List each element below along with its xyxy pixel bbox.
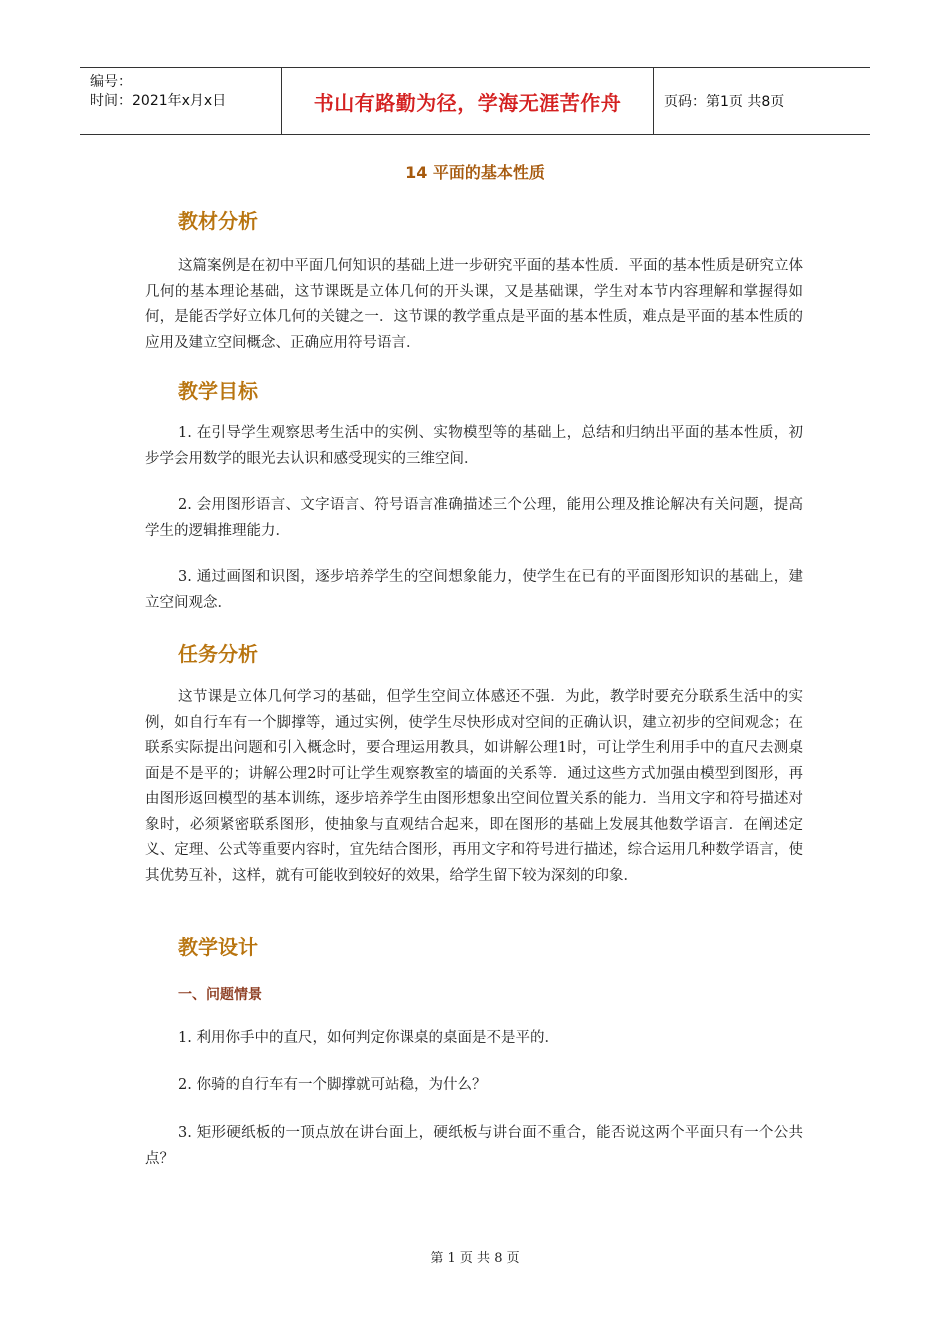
section-heading-goals: 教学目标 <box>178 379 258 403</box>
header-page-cell <box>654 68 870 134</box>
goal-item-2: 2. 会用图形语言、文字语言、符号语言准确描述三个公理，能用公理及推论解决有关问题，提高学生的逻辑推理能力． <box>145 497 803 539</box>
question-item-2: 2. 你骑的自行车有一个脚撑就可站稳，为什么？ <box>178 1077 487 1093</box>
time-label: 时间：2021年x月x日 <box>90 93 227 109</box>
question-item-1: 1. 利用你手中的直尺，如何判定你课桌的桌面是不是平的． <box>178 1030 559 1046</box>
section-heading-design: 教学设计 <box>178 935 258 959</box>
goal-item-1: 1. 在引导学生观察思考生活中的实例、实物模型等的基础上，总结和归纳出平面的基本性质，初步学会用数学的眼光去认识和感受现实的三维空间． <box>145 425 803 467</box>
page-footer: 第 1 页 共 8 页 <box>430 1251 520 1266</box>
header-meta <box>80 68 281 134</box>
header-motto-cell <box>281 68 654 134</box>
number-label: 编号： <box>90 74 132 90</box>
motto: 书山有路勤为径，学海无涯苦作舟 <box>313 90 622 115</box>
paragraph-task: 这节课是立体几何学习的基础，但学生空间立体感还不强．为此，教学时要充分联系生活中的实例，如自行车有一个脚撑等，通过实例，使学生尽快形成对空间的正确认识，建立初步的空间观念；在联系实际提出问题和引入概念时，要合理运用教具，如讲解公理1时，可让学生利用手中的直尺去测桌面是不是平的；讲解公理2时可让学生观察教室的墙面的关系等．通过这些方式加强由模型到图形，再由图形返回模型的基本训练，逐步培养学生由图形想象出空间位置关系的能力．当用文字和符号描述对象时，必须紧密联系图形，使抽象与直观结合起来，即在图形的基础上发展其他数学语言．在阐述定义、定理、公式等重要内容时，宜先结合图形，再用文字和符号进行描述，综合运用几种数学语言，使其优势互补，这样，就有可能收到较好的效果，给学生留下较为深刻的印象． <box>145 689 803 884</box>
document-title: 14 平面的基本性质 <box>405 163 545 182</box>
paragraph-analysis: 这篇案例是在初中平面几何知识的基础上进一步研究平面的基本性质．平面的基本性质是研究立体几何的基本理论基础，这节课既是立体几何的开头课，又是基础课，学生对本节内容理解和掌握得如何，是能否学好立体几何的关键之一．这节课的教学重点是平面的基本性质，难点是平面的基本性质的应用及建立空间概念、正确应用符号语言． <box>145 258 803 351</box>
section-heading-analysis: 教材分析 <box>178 209 258 233</box>
section-heading-task: 任务分析 <box>178 642 258 666</box>
sub-heading-problem-scenario: 一、问题情景 <box>178 987 262 1003</box>
goal-item-3: 3. 通过画图和识图，逐步培养学生的空间想象能力，使学生在已有的平面图形知识的基础上，建立空间观念． <box>145 569 803 611</box>
question-item-3: 3. 矩形硬纸板的一顶点放在讲台面上，硬纸板与讲台面不重合，能否说这两个平面只有一个公共点？ <box>145 1125 803 1167</box>
page-label: 页码：第1页 共8页 <box>664 94 785 110</box>
page-header <box>80 67 870 135</box>
